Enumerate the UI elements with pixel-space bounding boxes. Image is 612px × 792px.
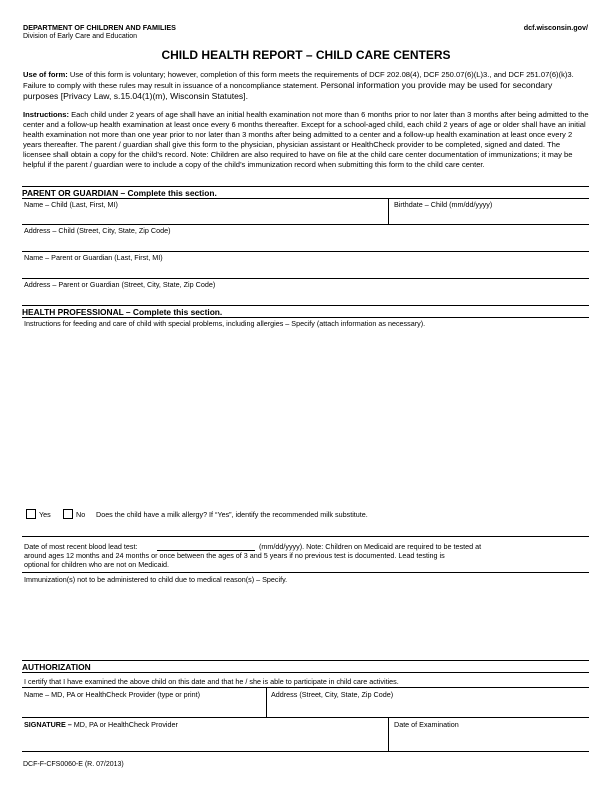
lead-test-label: Date of most recent blood lead test: xyxy=(24,542,138,551)
instructions-text: Each child under 2 years of age shall have an initial health examination not more than 6 months prior to nor later than 3 months after being admitted to the center and a follow-up health examination at least once every 6 months thereafter. Except for a school-aged child, each child 2 years of age or older shall have an initial health examination not more than one year prior to nor later than 3 months after being admitted to a center and a follow-up health examination at least once every 2 years thereafter. The parent / guardian shall give this form to the physician, physician assistant or HealthCheck provider to be completed, signed and dated. The licensee shall obtain a copy for the child’s record. Note: Children are also required to have on file at the child care center documentation of immunizations; it may be helpful if the parent / guardian were to include a copy of the child’s immunization record when submitting this form to the child care center. xyxy=(23,110,589,169)
child-address-field[interactable] xyxy=(22,235,588,250)
authorization-heading: AUTHORIZATION xyxy=(22,660,589,671)
instructions-label: Instructions: xyxy=(23,110,69,119)
lead-test-note-line-3: optional for children who are not on Medicaid. xyxy=(24,560,170,569)
provider-address-field[interactable] xyxy=(268,699,588,716)
health-section-heading: HEALTH PROFESSIONAL – Complete this section. xyxy=(22,305,589,316)
milk-allergy-question: Does the child have a milk allergy? If “Yes”, identify the recommended milk substitute. xyxy=(96,510,368,519)
divider xyxy=(22,572,589,573)
divider xyxy=(22,717,589,718)
division-name: Division of Early Care and Education xyxy=(23,33,138,40)
divider xyxy=(22,536,589,537)
parent-name-label: Name – Parent or Guardian (Last, First, MI) xyxy=(24,253,163,262)
parent-section-heading: PARENT OR GUARDIAN – Complete this section. xyxy=(22,186,589,197)
form-id: DCF-F-CFS0060-E (R. 07/2013) xyxy=(23,761,124,768)
exam-date-label: Date of Examination xyxy=(394,720,459,729)
child-name-label: Name – Child (Last, First, MI) xyxy=(24,200,118,209)
instructions-paragraph xyxy=(23,110,589,170)
divider xyxy=(22,224,589,225)
special-instructions-label: Instructions for feeding and care of child with special problems, including allergies – Specify (attach information as necessary). xyxy=(24,319,426,328)
website-link[interactable]: dcf.wisconsin.gov/ xyxy=(523,23,588,32)
signature-field[interactable] xyxy=(22,729,386,750)
parent-address-label: Address – Parent or Guardian (Street, City, State, Zip Code) xyxy=(24,280,216,289)
use-of-form-paragraph xyxy=(23,70,589,102)
child-name-field[interactable] xyxy=(22,208,386,223)
provider-name-field[interactable] xyxy=(22,699,264,716)
divider xyxy=(388,717,389,751)
birthdate-field[interactable] xyxy=(390,208,588,223)
divider xyxy=(22,317,589,318)
department-name: DEPARTMENT OF CHILDREN AND FAMILIES xyxy=(23,23,176,32)
divider xyxy=(22,687,589,688)
no-label: No xyxy=(76,510,86,519)
birthdate-label: Birthdate – Child (mm/dd/yyyy) xyxy=(394,200,493,209)
signature-label-bold: SIGNATURE – xyxy=(24,720,72,729)
provider-address-label: Address (Street, City, State, Zip Code) xyxy=(271,690,394,699)
divider xyxy=(22,672,589,673)
lead-test-note-line-1: (mm/dd/yyyy). Note: Children on Medicaid are required to be tested at xyxy=(259,542,482,551)
divider xyxy=(22,278,589,279)
divider xyxy=(22,751,589,752)
parent-address-field[interactable] xyxy=(22,289,588,304)
immunization-exceptions-field[interactable] xyxy=(22,585,588,657)
divider xyxy=(266,687,267,717)
signature-label xyxy=(24,720,178,729)
privacy-text: Personal information you provide may be used for secondary purposes [Privacy Law, s.15.04(1)(m), Wisconsin Statutes]. xyxy=(23,80,553,101)
use-of-form-label: Use of form: xyxy=(23,70,68,79)
divider xyxy=(22,198,589,199)
parent-name-field[interactable] xyxy=(22,262,588,277)
divider xyxy=(388,198,389,224)
lead-test-note-line-2: around ages 12 months and 24 months or once between the ages of 3 and 5 years if no previous test is documented. Lead testing is xyxy=(24,551,445,560)
immunization-exceptions-label: Immunization(s) not to be administered to child due to medical reason(s) – Specify. xyxy=(24,575,288,584)
milk-substitute-field[interactable] xyxy=(22,520,588,534)
form-title: CHILD HEALTH REPORT – CHILD CARE CENTERS xyxy=(161,48,451,62)
signature-label-rest: MD, PA or HealthCheck Provider xyxy=(71,720,178,729)
yes-label: Yes xyxy=(39,510,51,519)
milk-allergy-yes-checkbox[interactable] xyxy=(26,509,36,519)
special-instructions-field[interactable] xyxy=(22,329,588,505)
child-address-label: Address – Child (Street, City, State, Zip Code) xyxy=(24,226,171,235)
milk-allergy-no-checkbox[interactable] xyxy=(63,509,73,519)
use-of-form-text: Use of this form is voluntary; however, completion of this form meets the requirements of DCF 202.08(4), DCF 250.07(6)(L)3., and DCF 251.07(6)(k)3. Failure to comply with these rules may result in issuance of a noncompliance statement. xyxy=(23,70,574,90)
divider xyxy=(22,251,589,252)
exam-date-field[interactable] xyxy=(390,729,588,750)
provider-name-label: Name – MD, PA or HealthCheck Provider (type or print) xyxy=(24,690,201,699)
certification-text: I certify that I have examined the above child on this date and that he / she is able to participate in child care activities. xyxy=(24,677,399,686)
